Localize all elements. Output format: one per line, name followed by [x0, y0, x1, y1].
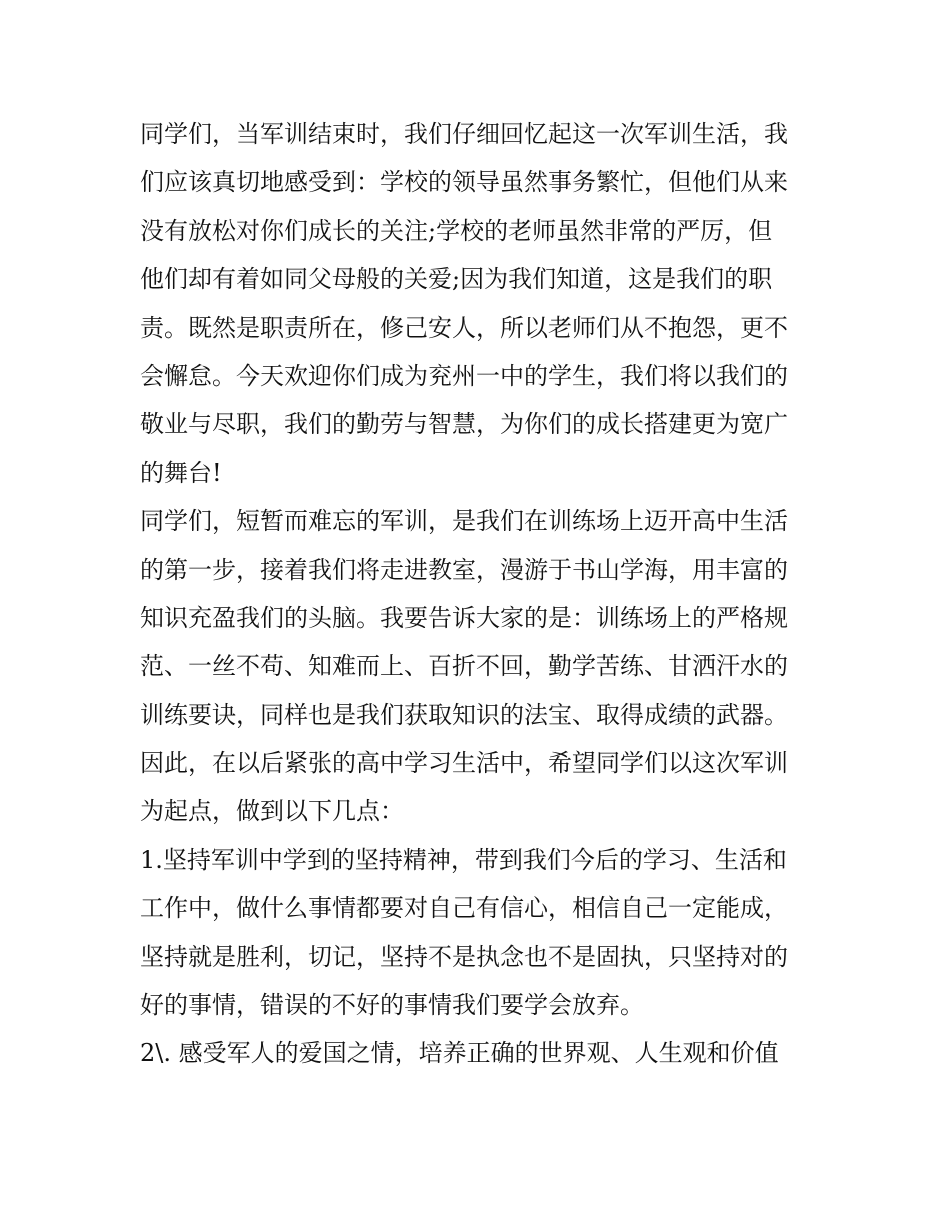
text-line: 训练要诀，同样也是我们获取知识的法宝、取得成绩的武器。 [140, 700, 788, 729]
list-item-2 [140, 1029, 820, 1077]
text-line: 好的事情，错误的不好的事情我们要学会放弃。 [140, 991, 644, 1020]
text-line: 范、一丝不苟、知难而上、百折不回，勤学苦练、甘洒汗水的 [140, 652, 788, 681]
text-line: 坚持就是胜利，切记，坚持不是执念也不是固执，只坚持对的 [140, 942, 788, 971]
text-line: 的第一步，接着我们将走进教室，漫游于书山学海，用丰富的 [140, 555, 788, 584]
text-line: 责。既然是职责所在，修己安人，所以老师们从不抱怨，更不 [140, 313, 788, 342]
text-line: 工作中，做什么事情都要对自己有信心，相信自己一定能成， [140, 894, 788, 923]
document-body [140, 110, 820, 1078]
list-item-1 [140, 836, 820, 1030]
text-line: 为起点，做到以下几点： [140, 797, 404, 826]
text-line: 他们却有着如同父母般的关爱;因为我们知道，这是我们的职 [140, 265, 773, 294]
text-line: 因此，在以后紧张的高中学习生活中，希望同学们以这次军训 [140, 749, 788, 778]
text-line: 1.坚持军训中学到的坚持精神，带到我们今后的学习、生活和 [140, 845, 787, 874]
paragraph-training [140, 497, 820, 836]
text-line: 敬业与尽职，我们的勤劳与智慧，为你们的成长搭建更为宽广 [140, 410, 788, 439]
text-line: 会懈怠。今天欢迎你们成为兖州一中的学生，我们将以我们的 [140, 361, 788, 390]
text-line: 没有放松对你们成长的关注;学校的老师虽然非常的严厉，但 [140, 216, 773, 245]
text-line: 同学们，短暂而难忘的军训，是我们在训练场上迈开高中生活 [140, 507, 788, 536]
text-line: 的舞台! [140, 458, 222, 487]
text-line: 2\. 感受军人的爱国之情，培养正确的世界观、人生观和价值 [140, 1039, 779, 1068]
paragraph-welcome [140, 110, 820, 497]
text-line: 同学们，当军训结束时，我们仔细回忆起这一次军训生活，我 [140, 120, 788, 148]
text-line: 们应该真切地感受到：学校的领导虽然事务繁忙，但他们从来 [140, 168, 788, 197]
text-line: 知识充盈我们的头脑。我要告诉大家的是：训练场上的严格规 [140, 603, 788, 632]
